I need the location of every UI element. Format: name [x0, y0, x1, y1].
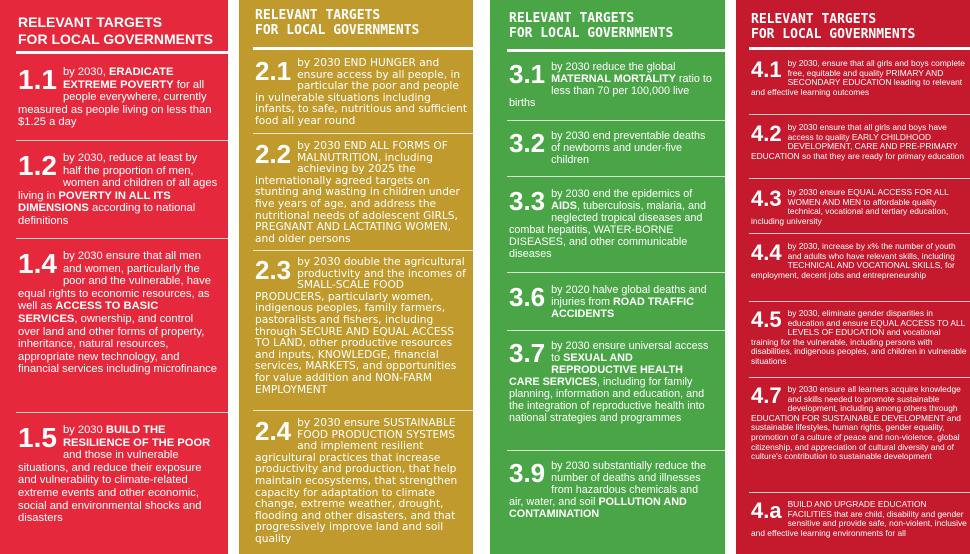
target-number: 4.1	[751, 57, 782, 82]
target-4-1	[751, 59, 967, 97]
divider	[507, 330, 725, 331]
target-3-6	[509, 284, 715, 320]
target-1-1	[18, 66, 218, 129]
target-text: by 2030, increase by x% the number of youth and adults who have relevant skills, including TECHNICAL AND VOCATIONAL SKILLS, for employment, decent jobs and entrepreneurship	[751, 241, 956, 280]
target-text: by 2030, ensure that all girls and boys complete free, equitable and quality PRIMARY AND SECONDARY EDUCATION leading to relevant and effective learning outcomes	[751, 58, 965, 97]
divider	[749, 301, 970, 302]
divider	[507, 120, 725, 121]
target-highlight: BUILD THE RESILIENCE OF THE POOR	[62, 424, 211, 449]
target-3-9	[509, 460, 715, 520]
divider	[507, 450, 725, 451]
target-number: 4.4	[751, 240, 782, 265]
target-number: 3.3	[509, 186, 546, 216]
target-3-1	[509, 61, 715, 109]
target-number: 2.1	[255, 56, 292, 86]
target-2-1	[255, 58, 470, 128]
panel-title-line-2: FOR LOCAL GOVERNMENTS	[255, 23, 420, 39]
target-text-end: for all people everywhere, currently measured as people living on less than $1.25 a day	[18, 78, 212, 129]
panel-title-line-2: FOR LOCAL GOVERNMENTS	[509, 26, 674, 42]
target-text: by 2030,	[62, 66, 109, 78]
title-divider	[507, 49, 725, 52]
target-text: by 2030 ensure all learners acquire knowledge and skills needed to promote sustainable development, including among others through EDUCATION FOR SUSTAINABLE DEVELOPMENT and sustainable lifestyles, human rights, gender equality, promotion of a culture of peace and non-violence, global citizenship, and appreciation of cultural diversity and of culture's contribution to sustainable development	[751, 384, 961, 462]
target-text-end: , tuberculosis, malaria, and neglected tropical diseases and combat hepatitis, WATER-BORNE DISEASES, and other communicable diseases	[509, 200, 706, 260]
target-highlight: POVERTY IN ALL ITS DIMENSIONS	[18, 189, 171, 215]
target-number: 1.1	[18, 64, 57, 95]
target-text: by 2030 END ALL FORMS OF MALNUTRITION, including achieving by 2025 the internationally agreed targets on stunting and wasting in children under five years of age, and address the nutritional needs of adolescent GIRLS, PREGNANT AND LACTATING WOMEN, and older persons	[255, 140, 460, 245]
divider	[253, 410, 473, 411]
target-highlight: ACCESS TO BASIC SERVICES	[18, 300, 159, 325]
target-number: 4.7	[751, 383, 782, 408]
target-4-a	[751, 500, 967, 538]
target-number: 2.2	[255, 139, 292, 169]
target-highlight: POLLUTION AND CONTAMINATION	[509, 496, 687, 520]
target-number: 1.5	[18, 422, 57, 453]
panel-title	[18, 14, 213, 47]
target-text: by 2030 ensure EQUAL ACCESS FOR ALL WOMEN AND MEN to affordable quality technical, vocational and tertiary education, including university	[751, 187, 949, 226]
target-number: 3.9	[509, 458, 546, 488]
target-text: by 2030 reduce the global	[551, 61, 676, 73]
target-text: by 2030, reduce at least by half the proportion of men, women and children of all ages living in	[18, 152, 218, 202]
target-text-end: , ownership, and control over land and other forms of property, inheritance, natural resources, appropriate new technology, and financial services including microfinance	[18, 312, 217, 376]
panel-title-line-1: RELEVANT TARGETS	[509, 11, 635, 26]
target-highlight: ROAD TRAFFIC ACCIDENTS	[551, 296, 694, 320]
target-text: by 2030	[62, 424, 106, 436]
target-text-end: according to national definitions	[18, 202, 196, 227]
target-number: 1.4	[18, 248, 57, 279]
target-text: by 2020 halve global deaths and injuries from	[551, 284, 707, 308]
target-text: BUILD AND UPGRADE EDUCATION FACILITIES that are child, disability and gender sensitive and provide safe, non-violent, inclusive and effective learning environments for all	[751, 499, 967, 538]
divider	[253, 133, 473, 134]
target-4-5	[751, 309, 967, 367]
goal-2-panel	[239, 0, 473, 554]
divider	[749, 178, 970, 179]
target-4-2	[751, 123, 967, 161]
target-number: 2.3	[255, 255, 292, 285]
target-text-end: and those in vulnerable situations, and reduce their exposure and vulnerability to climate-related extreme events and other economic, social and environmental shocks and disasters	[18, 449, 202, 525]
divider	[507, 176, 725, 177]
panel-title	[509, 11, 673, 42]
panel-title-line-1: RELEVANT TARGETS	[751, 12, 877, 27]
target-1-5	[18, 424, 218, 525]
target-highlight: SEXUAL AND REPRODUCTIVE HEALTH CARE SERVICES	[509, 352, 683, 388]
target-text-end: ratio to less than 70 per 100,000 live births	[509, 73, 712, 109]
target-4-7	[751, 385, 967, 462]
target-number: 4.3	[751, 186, 782, 211]
target-text: by 2030 ensure that all girls and boys have access to quality EARLY CHILDHOOD DEVELOPMENT, CARE AND PRE-PRIMARY EDUCATION so that they are ready for primary education	[751, 122, 965, 161]
panel-title-line-2: FOR LOCAL GOVERNMENTS	[18, 30, 213, 47]
target-2-4	[255, 418, 470, 546]
target-number: 4.5	[751, 307, 782, 332]
target-4-3	[751, 188, 967, 226]
divider	[749, 233, 970, 234]
divider	[507, 272, 725, 273]
title-divider	[749, 47, 970, 50]
target-highlight: MATERNAL MORTALITY	[551, 73, 676, 85]
target-text-end: , including for family planning, information and education, and the integration of reproductive health into national strategies and programmes	[509, 376, 705, 424]
target-2-2	[255, 141, 470, 245]
target-highlight: AIDS	[551, 200, 577, 212]
target-text: by 2030 end the epidemics of	[551, 188, 693, 200]
target-3-7	[509, 340, 715, 424]
target-number: 1.2	[18, 150, 57, 181]
panel-title	[255, 8, 419, 39]
panel-title-line-1: RELEVANT TARGETS	[255, 8, 381, 23]
target-3-3	[509, 188, 715, 260]
target-text: by 2030, eliminate gender disparities in education and ensure EQUAL ACCESS TO ALL LEVELS OF EDUCATION and vocational training for the vulnerable, including persons with disabilities, indigenous peoples, and children in vulnerable situations	[751, 308, 967, 366]
target-text: by 2030 ensure that all men and women, particularly the poor and the vulnerable, have equal rights to economic resources, as well as	[18, 250, 211, 313]
target-number: 4.2	[751, 121, 782, 146]
divider	[749, 492, 970, 493]
target-1-4	[18, 250, 218, 376]
target-number: 3.6	[509, 282, 546, 312]
title-divider	[16, 51, 228, 54]
target-number: 4.a	[751, 498, 782, 523]
target-4-4	[751, 242, 967, 280]
target-text: by 2030 double the agricultural productivity and the incomes of SMALL-SCALE FOOD PRODUCERS, particularly women, indigenous peoples, family farmers, pastoralists and fishers, including through SECURE AND EQUAL ACCESS TO LAND, other productive resources and inputs, KNOWLEDGE, financial services, MARKETS, and opportunities for value addition and NON-FARM EMPLOYMENT	[255, 256, 466, 396]
target-3-2	[509, 130, 715, 166]
goal-3-panel	[490, 0, 725, 554]
target-text: by 2030 substantially reduce the number of deaths and illnesses from hazardous chemicals and air, water, and soil	[509, 460, 707, 508]
title-divider	[253, 47, 473, 50]
target-highlight: ERADICATE EXTREME POVERTY	[62, 66, 174, 91]
goal-4-panel	[736, 0, 970, 554]
panel-title-line-2: FOR LOCAL GOVERNMENTS	[751, 27, 916, 43]
divider	[16, 412, 228, 413]
divider	[749, 114, 970, 115]
goal-1-panel	[0, 0, 228, 554]
panel-title-line-1: RELEVANT TARGETS	[18, 14, 163, 30]
divider	[749, 377, 970, 378]
target-2-3	[255, 257, 470, 396]
target-number: 3.7	[509, 338, 546, 368]
target-number: 3.1	[509, 59, 546, 89]
target-text: by 2030 ensure SUSTAINABLE FOOD PRODUCTION SYSTEMS and implement resilient agricultural practices that increase productivity and production, that help maintain ecosystems, that strengthen capacity for adaptation to climate change, extreme weather, drought, flooding and other disasters, and that progressively improve land and soil quality	[255, 417, 458, 545]
target-text: by 2030 ensure universal access to	[551, 340, 709, 364]
target-1-2	[18, 152, 218, 228]
divider	[16, 238, 228, 239]
panel-title	[751, 12, 915, 43]
target-text: by 2030 end preventable deaths of newborns and under-five children	[551, 130, 706, 166]
target-text: by 2030 END HUNGER and ensure access by all people, in particular the poor and people in vulnerable situations including infants, to safe, nutritious and sufficient food all year round	[255, 57, 467, 127]
target-number: 2.4	[255, 416, 292, 446]
divider	[16, 140, 228, 141]
target-number: 3.2	[509, 128, 546, 158]
divider	[253, 250, 473, 251]
